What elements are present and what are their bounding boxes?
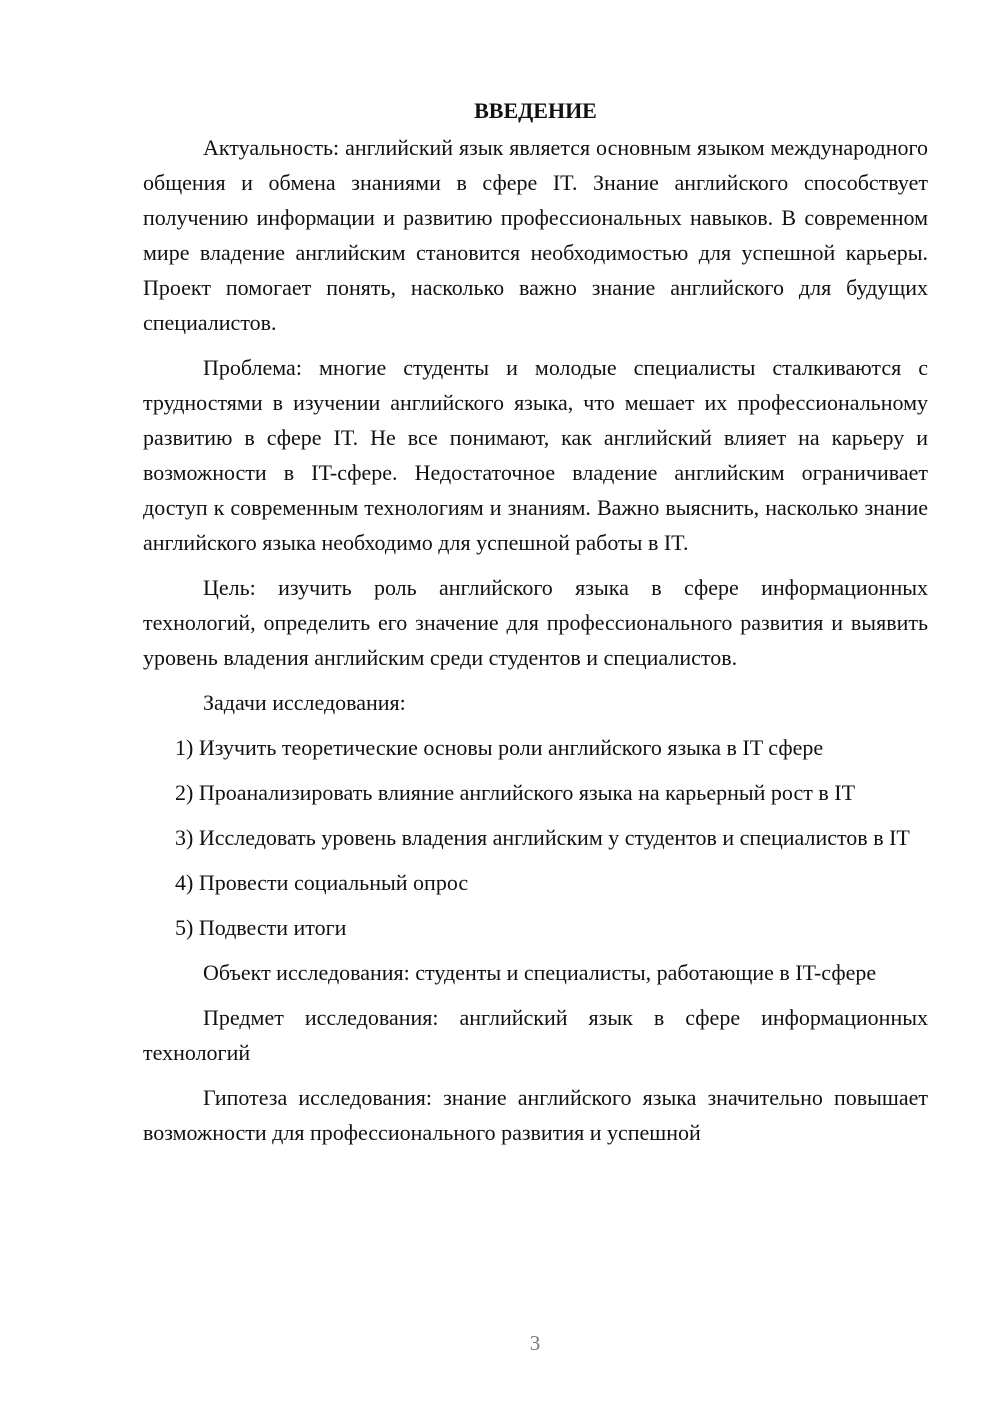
task-item-1: 1) Изучить теоретические основы роли английского языка в IT сфере [175, 735, 824, 760]
paragraph-object: Объект исследования: студенты и специалисты, работающие в IT-сфере [203, 960, 877, 985]
paragraph-problem: Проблема: многие студенты и молодые специалисты сталкиваются с трудностями в изучении английского языка, что мешает их профессиональному развитию в сфере IT. Не все понимают, как английский влияет на карьеру и возможности в IT-сфере. Недостаточное владение английским ограничивает доступ к современным технологиям и знаниям. Важно выяснить, насколько знание английского языка необходимо для успешной работы в IT. [143, 355, 928, 555]
paragraph-hypothesis: Гипотеза исследования: знание английского языка значительно повышает возможности для профессионального развития и успешной [143, 1085, 928, 1145]
paragraph-subject: Предмет исследования: английский язык в сфере информационных технологий [143, 1005, 928, 1065]
section-heading: ВВЕДЕНИЕ [474, 98, 597, 123]
tasks-heading: Задачи исследования: [203, 690, 406, 715]
task-item-5: 5) Подвести итоги [175, 915, 347, 940]
page-content [143, 92, 928, 1150]
page-number: 3 [529, 1331, 541, 1355]
paragraph-goal: Цель: изучить роль английского языка в сфере информационных технологий, определить его значение для профессионального развития и выявить уровень владения английским среди студентов и специалистов. [143, 575, 928, 670]
task-item-2: 2) Проанализировать влияние английского языка на карьерный рост в IT [175, 780, 856, 805]
task-item-4: 4) Провести социальный опрос [175, 870, 469, 895]
paragraph-relevance: Актуальность: английский язык является основным языком международного общения и обмена знаниями в сфере IT. Знание английского способствует получению информации и развитию профессиональных навыков. В современном мире владение английским становится необходимостью для успешной карьеры. Проект помогает понять, насколько важно знание английского для будущих специалистов. [143, 135, 928, 335]
task-item-3: 3) Исследовать уровень владения английским у студентов и специалистов в IT [175, 825, 910, 850]
